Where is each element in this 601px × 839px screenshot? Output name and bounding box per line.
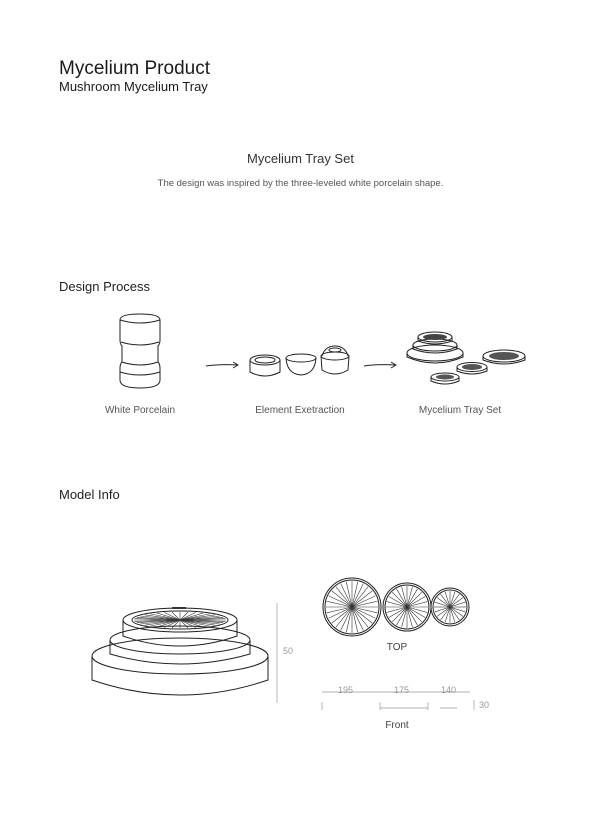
white-porcelain-illustration: [110, 310, 170, 395]
stacked-tray-illustration: [90, 598, 270, 708]
step-label: Mycelium Tray Set: [418, 405, 502, 416]
front-view-label: Front: [385, 720, 409, 731]
page-subtitle: Mushroom Mycelium Tray: [59, 79, 208, 94]
depth-label: 30: [479, 700, 490, 710]
step-label: White Porcelain: [104, 405, 176, 416]
width-label: 195: [338, 685, 354, 695]
width-label: 175: [394, 685, 410, 695]
arrow-icon: [205, 360, 241, 370]
model-info-heading: Model Info: [59, 487, 120, 502]
step-label: Element Exetraction: [255, 405, 345, 416]
top-view-label: TOP: [386, 642, 408, 653]
arrow-icon: [363, 360, 399, 370]
width-label: 140: [441, 685, 457, 695]
set-description: The design was inspired by the three-leveled white porcelain shape.: [157, 178, 444, 189]
set-title: Mycelium Tray Set: [247, 151, 354, 166]
mycelium-tray-set-illustration: [405, 325, 530, 390]
height-dimension-line: [276, 603, 280, 703]
page-title: Mycelium Product: [59, 58, 210, 79]
design-process-heading: Design Process: [59, 279, 151, 294]
height-label: 50: [283, 646, 294, 656]
element-extraction-illustration: [245, 338, 355, 383]
top-view-illustration: [322, 577, 472, 637]
